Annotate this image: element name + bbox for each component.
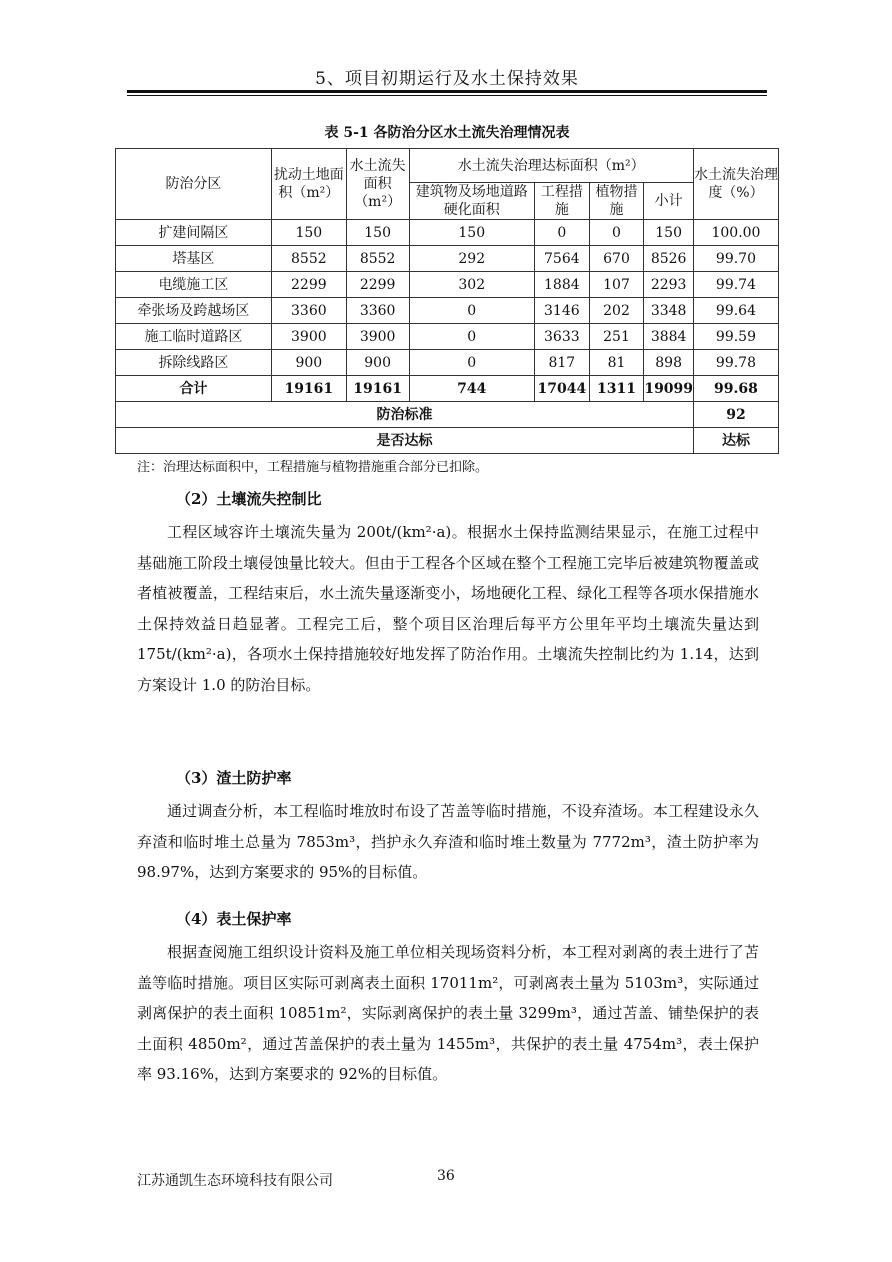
header-rule-thin (127, 95, 767, 96)
cell-zone: 拆除线路区 (116, 350, 272, 376)
cell-subtotal: 150 (644, 220, 694, 246)
cell-hardened: 292 (409, 246, 535, 272)
cell-vegetation: 251 (589, 324, 644, 350)
erosion-treatment-table (115, 148, 779, 454)
table-row (116, 220, 779, 246)
standard-label: 防治标准 (116, 402, 694, 428)
cell-rate: 99.74 (693, 272, 778, 298)
cell-engineering: 1884 (535, 272, 590, 298)
table-note: 注：治理达标面积中，工程措施与植物措施重合部分已扣除。 (137, 460, 489, 475)
total-subtotal: 19099 (644, 376, 694, 402)
cell-erosion: 8552 (346, 246, 409, 272)
table-row (116, 246, 779, 272)
total-rate: 99.68 (693, 376, 778, 402)
cell-vegetation: 0 (589, 220, 644, 246)
total-vegetation: 1311 (589, 376, 644, 402)
cell-rate: 99.78 (693, 350, 778, 376)
total-hardened: 744 (409, 376, 535, 402)
cell-engineering: 3633 (535, 324, 590, 350)
cell-rate: 99.59 (693, 324, 778, 350)
compliance-value: 达标 (693, 428, 778, 454)
cell-erosion: 2299 (346, 272, 409, 298)
cell-rate: 99.70 (693, 246, 778, 272)
cell-vegetation: 670 (589, 246, 644, 272)
cell-subtotal: 898 (644, 350, 694, 376)
header-treated-area-group: 水土流失治理达标面积（m²） (409, 149, 693, 183)
header-vegetation: 植物措施 (589, 183, 644, 220)
header-zone: 防治分区 (116, 149, 272, 220)
header-hardened-area: 建筑物及场地道路硬化面积 (409, 183, 535, 220)
cell-zone: 施工临时道路区 (116, 324, 272, 350)
cell-engineering: 7564 (535, 246, 590, 272)
cell-hardened: 302 (409, 272, 535, 298)
header-rule-thick (127, 90, 767, 93)
cell-zone: 牵张场及跨越场区 (116, 298, 272, 324)
cell-erosion: 3900 (346, 324, 409, 350)
cell-disturbed: 150 (271, 220, 346, 246)
cell-hardened: 150 (409, 220, 535, 246)
footer-company: 江苏通凯生态环境科技有限公司 (137, 1173, 333, 1189)
section-body-s4: 根据查阅施工组织设计资料及施工单位相关现场资料分析，本工程对剥离的表土进行了苫盖等临时措施。项目区实际可剥离表土面积 17011m²，可剥离表土量为 5103m³，实际通过剥离保护的表土面积 10851m²，实际剥离保护的表土量 3299m³，通过苫盖、铺垫保护的表土面积 4850m²，通过苫盖保护的表土量为 1455m³，共保护的表土量 4754m³，表土保护率 93.16%，达到方案要求的 92%的目标值。 (137, 943, 759, 1083)
cell-vegetation: 107 (589, 272, 644, 298)
table-row (116, 272, 779, 298)
section-body-s2: 工程区域容许土壤流失量为 200t/(km²·a)。根据水土保持监测结果显示，在施工过程中基础施工阶段土壤侵蚀量比较大。但由于工程各个区域在整个工程施工完毕后被建筑物覆盖或者植被覆盖，工程结束后，水土流失量逐渐变小，场地硬化工程、绿化工程等各项水保措施水土保持效益日趋显著。工程完工后，整个项目区治理后每平方公里年平均土壤流失量达到 175t/(km²·a)，各项水土保持措施较好地发挥了防治作用。土壤流失控制比约为 1.14，达到方案设计 1.0 的防治目标。 (137, 523, 759, 694)
cell-erosion: 150 (346, 220, 409, 246)
cell-disturbed: 3900 (271, 324, 346, 350)
cell-subtotal: 3348 (644, 298, 694, 324)
section-heading-s2: （2）土壤流失控制比 (176, 490, 322, 508)
header-subtotal: 小计 (644, 183, 694, 220)
cell-subtotal: 8526 (644, 246, 694, 272)
total-engineering: 17044 (535, 376, 590, 402)
total-disturbed: 19161 (271, 376, 346, 402)
cell-engineering: 0 (535, 220, 590, 246)
cell-zone: 电缆施工区 (116, 272, 272, 298)
cell-hardened: 0 (409, 350, 535, 376)
header-erosion-area: 水土流失面积（m²） (346, 149, 409, 220)
total-erosion: 19161 (346, 376, 409, 402)
section-heading-s3: （3）渣土防护率 (176, 769, 292, 787)
cell-disturbed: 3360 (271, 298, 346, 324)
standard-row (116, 402, 779, 428)
cell-hardened: 0 (409, 298, 535, 324)
cell-engineering: 3146 (535, 298, 590, 324)
section-body-s3: 通过调查分析，本工程临时堆放时布设了苫盖等临时措施，不设弃渣场。本工程建设永久弃渣和临时堆土总量为 7853m³，挡护永久弃渣和临时堆土数量为 7772m³，渣土防护率为 98.97%，达到方案要求的 95%的目标值。 (137, 802, 759, 881)
cell-engineering: 817 (535, 350, 590, 376)
header-disturbed-area: 扰动土地面积（m²） (271, 149, 346, 220)
page-header-title: 5、项目初期运行及水土保持效果 (315, 69, 579, 89)
cell-erosion: 900 (346, 350, 409, 376)
cell-vegetation: 202 (589, 298, 644, 324)
cell-rate: 99.64 (693, 298, 778, 324)
table-row (116, 350, 779, 376)
cell-rate: 100.00 (693, 220, 778, 246)
cell-disturbed: 8552 (271, 246, 346, 272)
header-treatment-rate: 水土流失治理度（%） (693, 149, 778, 220)
cell-hardened: 0 (409, 324, 535, 350)
cell-erosion: 3360 (346, 298, 409, 324)
cell-zone: 扩建间隔区 (116, 220, 272, 246)
table-caption: 表 5-1 各防治分区水土流失治理情况表 (324, 125, 570, 141)
cell-disturbed: 2299 (271, 272, 346, 298)
section-heading-s4: （4）表土保护率 (176, 910, 292, 928)
page-number: 36 (437, 1168, 455, 1184)
cell-vegetation: 81 (589, 350, 644, 376)
table-row (116, 298, 779, 324)
cell-subtotal: 2293 (644, 272, 694, 298)
compliance-label: 是否达标 (116, 428, 694, 454)
table-total-row (116, 376, 779, 402)
cell-subtotal: 3884 (644, 324, 694, 350)
cell-zone: 塔基区 (116, 246, 272, 272)
compliance-row (116, 428, 779, 454)
cell-disturbed: 900 (271, 350, 346, 376)
total-label: 合计 (116, 376, 272, 402)
header-engineering: 工程措施 (535, 183, 590, 220)
table-row (116, 324, 779, 350)
standard-value: 92 (693, 402, 778, 428)
